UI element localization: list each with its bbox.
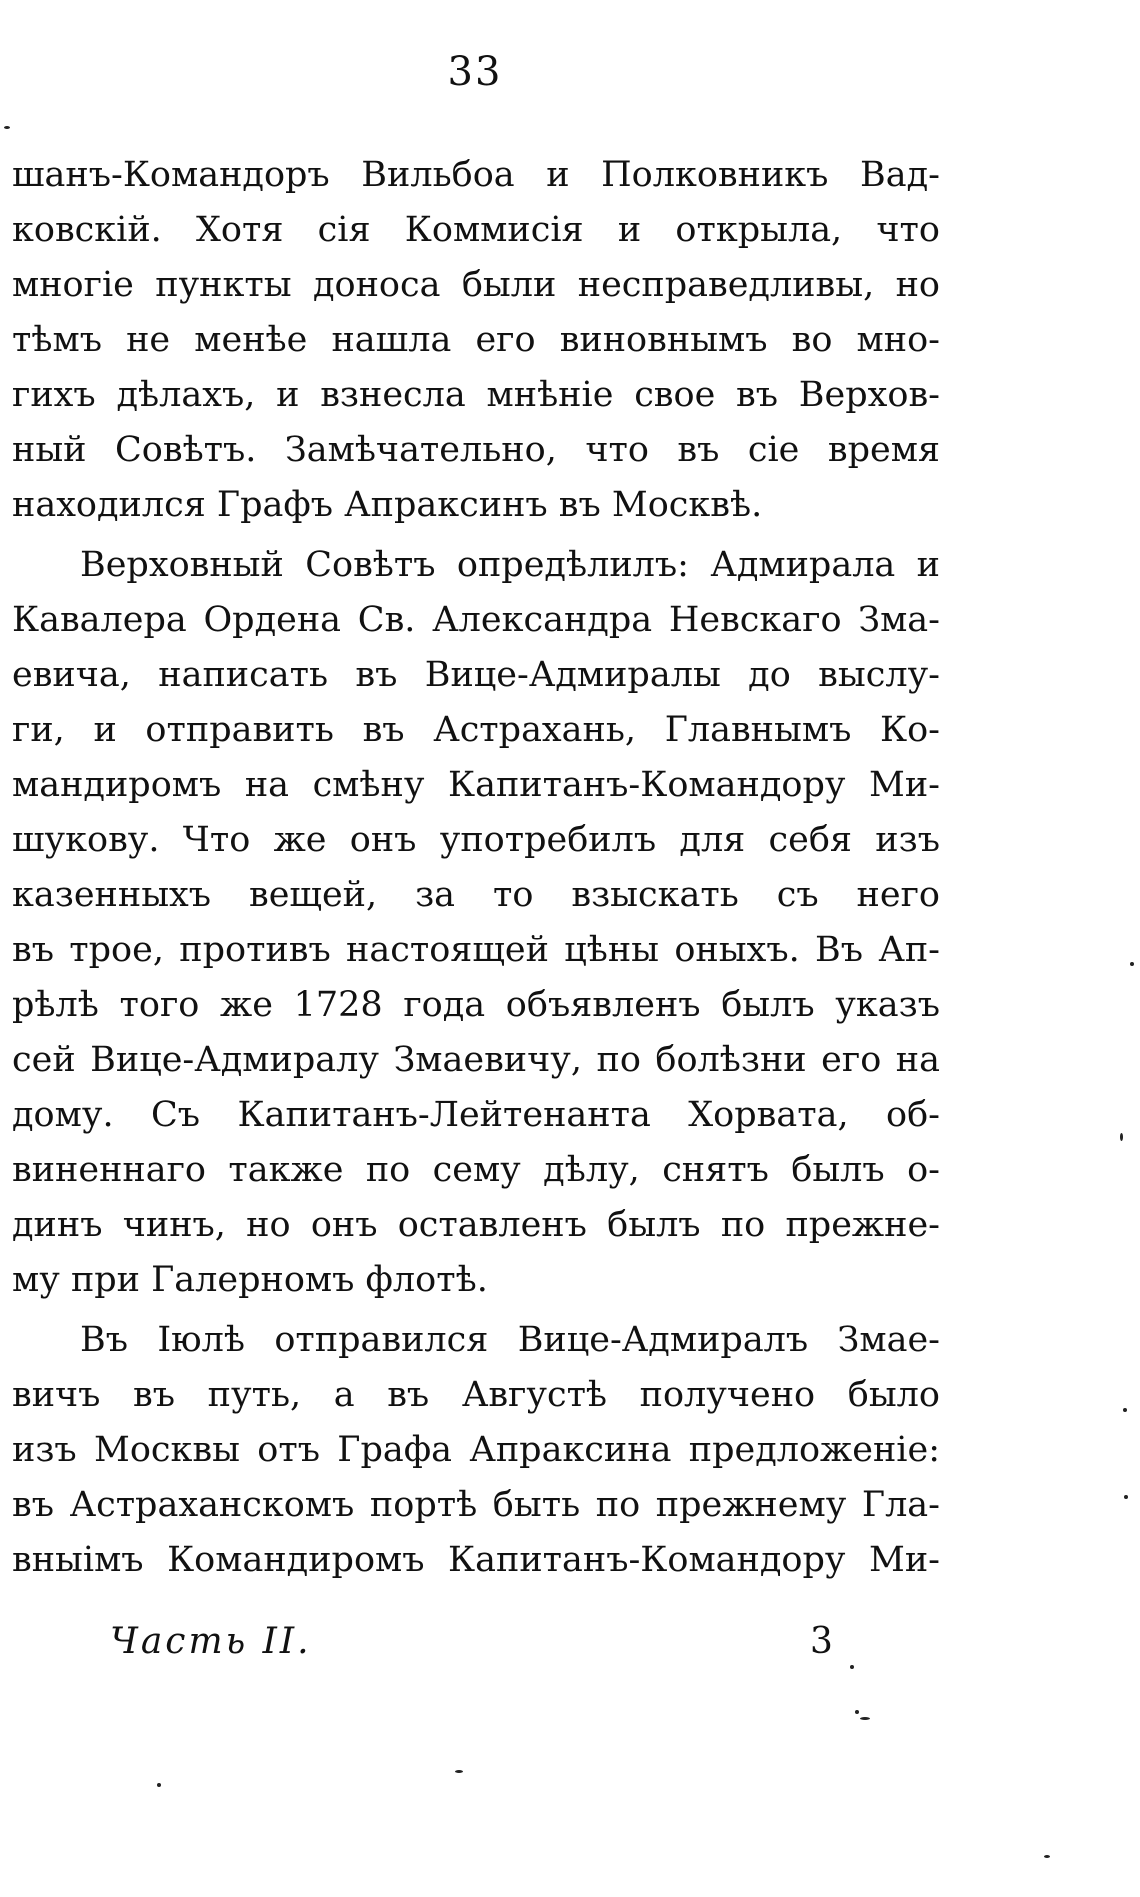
text-line: вныімъ Командиромъ Капитанъ-Командору Ми- — [12, 1540, 940, 1580]
scan-speck — [860, 1717, 870, 1720]
text-line: рѣлѣ того же 1728 года объявленъ былъ указъ — [12, 985, 940, 1025]
text-line: многіе пункты доноса были несправедливы, но — [12, 265, 940, 305]
scan-speck — [1124, 1495, 1128, 1499]
text-line: изъ Москвы отъ Графа Апраксина предложеніе: — [12, 1430, 940, 1470]
sheet-number: 3 — [810, 1621, 833, 1662]
text-line: евича, написать въ Вице-Адмиралы до выслу- — [12, 655, 940, 695]
text-line: динъ чинъ, но онъ оставленъ былъ по прежне- — [12, 1205, 940, 1245]
text-line: гихъ дѣлахъ, и взнесла мнѣніе свое въ Верхов- — [12, 375, 940, 415]
text-line: виненнаго также по сему дѣлу, снятъ былъ о- — [12, 1150, 940, 1190]
text-line: мандиромъ на смѣну Капитанъ-Командору Ми- — [12, 765, 940, 805]
page-number: 33 — [447, 49, 503, 95]
text-line: ный Совѣтъ. Замѣчательно, что въ сіе время — [12, 430, 940, 470]
scan-speck — [850, 1665, 854, 1669]
text-line: шанъ-Командоръ Вильбоа и Полковникъ Вад- — [12, 155, 940, 195]
text-line: ковскій. Хотя сія Коммисія и открыла, что — [12, 210, 940, 250]
text-line: дому. Съ Капитанъ-Лейтенанта Хорвата, об- — [12, 1095, 940, 1135]
text-line: Верховный Совѣтъ опредѣлилъ: Адмирала и — [80, 545, 940, 585]
text-line: му при Галерномъ флотѣ. — [12, 1260, 488, 1300]
text-line: въ трое, противъ настоящей цѣны оныхъ. Въ Ап- — [12, 930, 940, 970]
scan-speck — [1120, 1133, 1123, 1141]
scan-speck — [157, 1783, 161, 1787]
scan-speck — [1044, 1855, 1050, 1858]
text-line: вичъ въ путь, а въ Августѣ получено было — [12, 1375, 940, 1415]
text-line: тѣмъ не менѣе нашла его виновнымъ во мно- — [12, 320, 940, 360]
scan-speck — [4, 126, 10, 129]
scan-speck — [855, 1710, 859, 1714]
signature-mark: Часть II. — [110, 1621, 312, 1662]
scan-speck — [1130, 962, 1134, 966]
scan-speck — [455, 1770, 463, 1773]
text-line: сей Вице-Адмиралу Змаевичу, по болѣзни его на — [12, 1040, 940, 1080]
text-line: шукову. Что же онъ употребилъ для себя изъ — [12, 820, 940, 860]
text-line: ги, и отправить въ Астрахань, Главнымъ Ко- — [12, 710, 940, 750]
scan-speck — [1123, 1408, 1127, 1412]
text-line: казенныхъ вещей, за то взыскать съ него — [12, 875, 940, 915]
text-line: находился Графъ Апраксинъ въ Москвѣ. — [12, 485, 763, 525]
text-line: Въ Іюлѣ отправился Вице-Адмиралъ Змае- — [80, 1320, 940, 1360]
body-text — [12, 148, 940, 1588]
text-line: въ Астраханскомъ портѣ быть по прежнему Гла- — [12, 1485, 940, 1525]
text-line: Кавалера Ордена Св. Александра Невскаго Зма- — [12, 600, 940, 640]
